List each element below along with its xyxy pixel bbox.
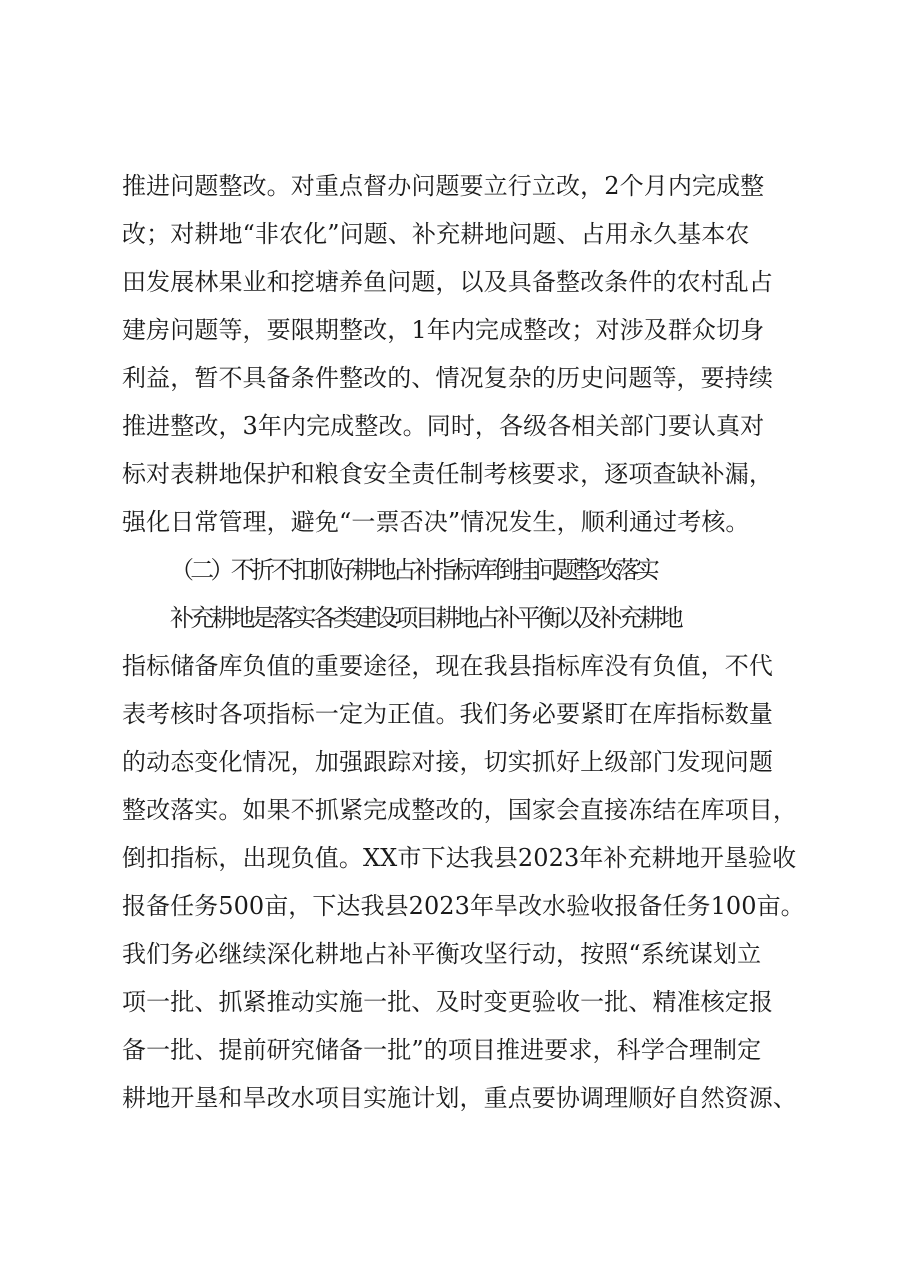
paragraph-line-11: 指标储备库负值的重要途径，现在我县指标库没有负值，不代 [122,652,773,680]
paragraph-line-4: 建房问题等，要限期整改，1年内完成整改；对涉及群众切身 [122,316,765,344]
paragraph-line-15: 倒扣指标，出现负值。XX市下达我县2023年补充耕地开垦验收 [122,844,797,872]
paragraph-line-19: 备一批、提前研究储备一批”的项目推进要求，科学合理制定 [122,1036,762,1064]
paragraph-line-17: 我们务必继续深化耕地占补平衡攻坚行动，按照“系统谋划立 [122,940,762,968]
paragraph-line-10: 补充耕地是落实各类建设项目耕地占补平衡以及补充耕地 [170,604,680,632]
paragraph-line-20: 耕地开垦和旱改水项目实施计划，重点要协调理顺好自然资源、 [122,1084,797,1112]
paragraph-line-6: 推进整改，3年内完成整改。同时，各级各相关部门要认真对 [122,412,765,440]
paragraph-line-14: 整改落实。如果不抓紧完成整改的，国家会直接冻结在库项目， [122,796,797,824]
section-heading: （二）不折不扣抓好耕地占补指标库倒挂问题整改落实 [170,556,656,584]
paragraph-line-5: 利益，暂不具备条件整改的、情况复杂的历史问题等，要持续 [122,364,773,392]
paragraph-line-16: 报备任务500亩，下达我县2023年旱改水验收报备任务100亩。 [122,892,805,920]
paragraph-line-3: 田发展林果业和挖塘养鱼问题，以及具备整改条件的农村乱占 [122,268,773,296]
paragraph-line-7: 标对表耕地保护和粮食安全责任制考核要求，逐项查缺补漏， [122,460,773,488]
paragraph-line-1: 推进问题整改。对重点督办问题要立行立改，2个月内完成整 [122,172,765,200]
paragraph-line-2: 改；对耕地“非农化”问题、补充耕地问题、占用永久基本农 [122,220,750,248]
paragraph-line-18: 项一批、抓紧推动实施一批、及时变更验收一批、精准核定报 [122,988,773,1016]
paragraph-line-8: 强化日常管理，避免“一票否决”情况发生，顺利通过考核。 [122,508,750,536]
paragraph-line-13: 的动态变化情况，加强跟踪对接，切实抓好上级部门发现问题 [122,748,773,776]
paragraph-line-12: 表考核时各项指标一定为正值。我们务必要紧盯在库指标数量 [122,700,773,728]
